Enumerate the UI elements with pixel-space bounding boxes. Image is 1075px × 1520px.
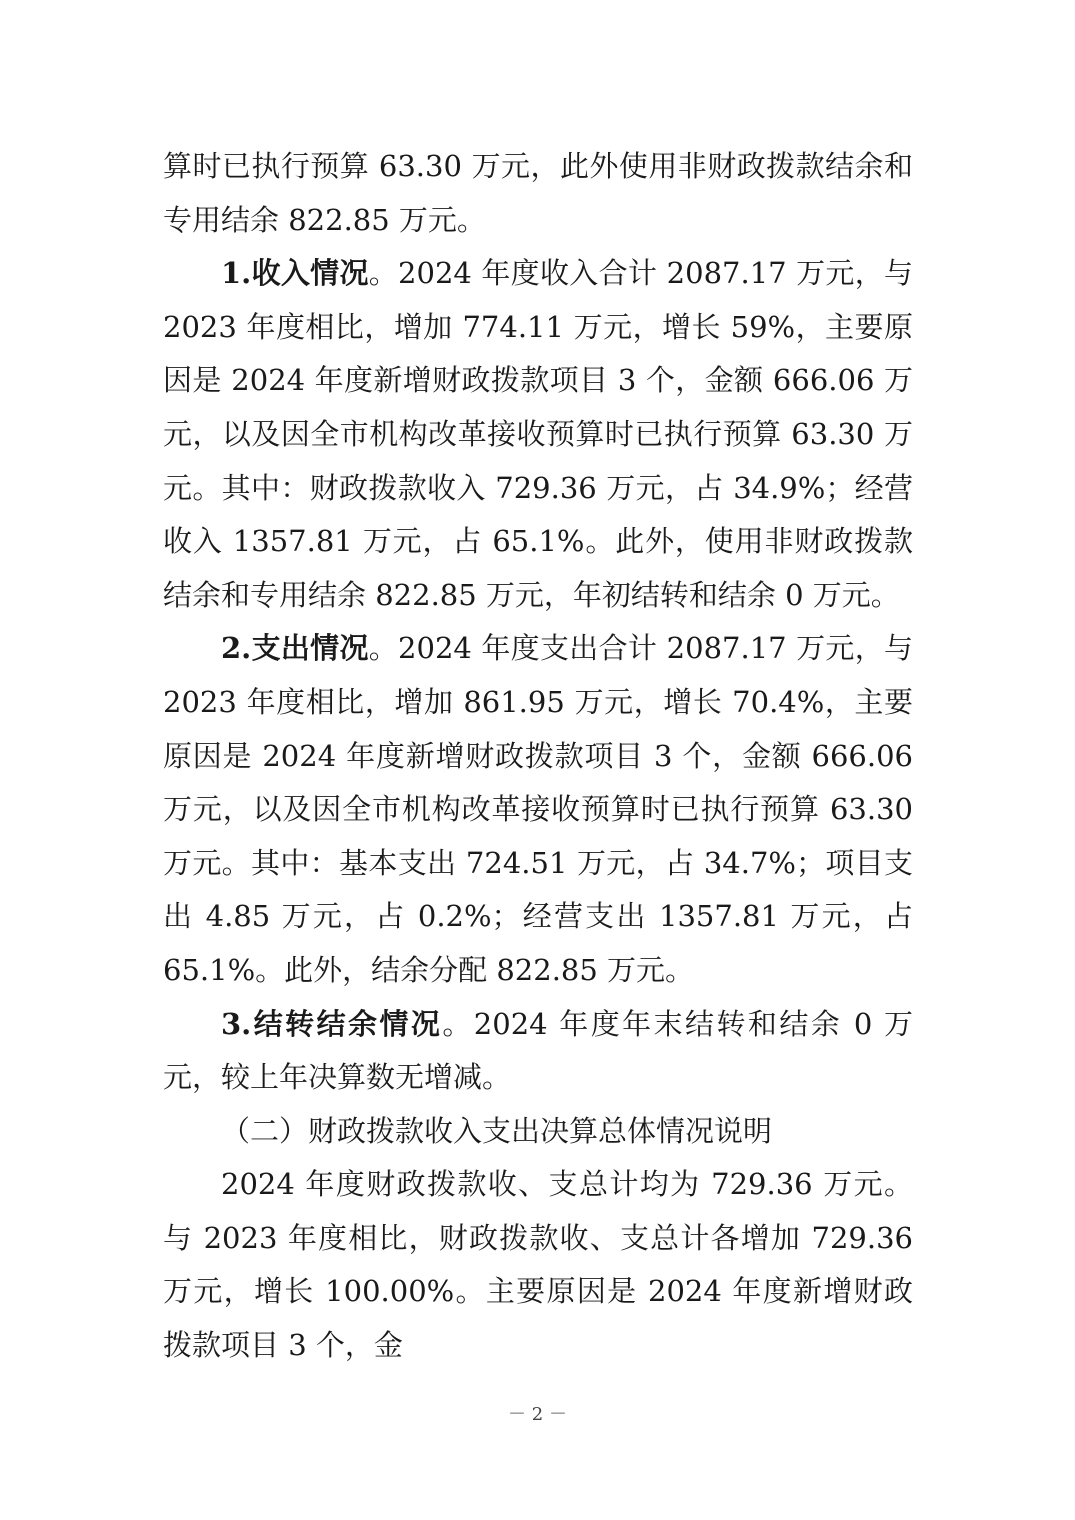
- paragraph-text: 。2024 年度收入合计 2087.17 万元，与 2023 年度相比，增加 774.11 万元，增长 59%，主要原因是 2024 年度新增财政拨款项目 3 个，金额 666.06 万元，以及因全市机构改革接收预算时已执行预算 63.30 万元。其中：财政拨款收入 729.36 万元，占 34.9%；经营收入 1357.81 万元，占 65.1%。此外，使用非财政拨款结余和专用结余 822.85 万元，年初结转和结余 0 万元。: [163, 256, 913, 612]
- paragraph-fiscal-summary: 2024 年度财政拨款收、支总计均为 729.36 万元。与 2023 年度相比，财政拨款收、支总计各增加 729.36 万元，增长 100.00%。主要原因是 2024 年度新增财政拨款项目 3 个，金: [163, 1167, 913, 1363]
- page-number: － 2 －: [508, 1404, 567, 1425]
- paragraph-income: [163, 247, 913, 622]
- paragraph-carryover: [163, 998, 913, 1105]
- paragraph-text: 。2024 年度支出合计 2087.17 万元，与 2023 年度相比，增加 861.95 万元，增长 70.4%，主要原因是 2024 年度新增财政拨款项目 3 个，金额 666.06 万元，以及因全市机构改革接收预算时已执行预算 63.30 万元。其中：基本支出 724.51 万元，占 34.7%；项目支出 4.85 万元，占 0.2%；经营支出 1357.81 万元，占 65.1%。此外，结余分配 822.85 万元。: [163, 631, 913, 987]
- income-heading: 1.收入情况: [221, 256, 369, 291]
- document-body: [163, 140, 913, 1373]
- expenditure-heading: 2.支出情况: [221, 631, 369, 666]
- paragraph-text: 。2024 年度年末结转和结余 0 万元，较上年决算数无增减。: [163, 1006, 913, 1095]
- paragraph-continuation: [163, 140, 913, 247]
- carryover-heading: 3.结转结余情况: [221, 1006, 443, 1041]
- paragraph-expenditure: [163, 622, 913, 997]
- section-heading: （二）财政拨款收入支出决算总体情况说明: [221, 1113, 773, 1148]
- paragraph-text: 算时已执行预算 63.30 万元，此外使用非财政拨款结余和专用结余 822.85 万元。: [163, 149, 913, 237]
